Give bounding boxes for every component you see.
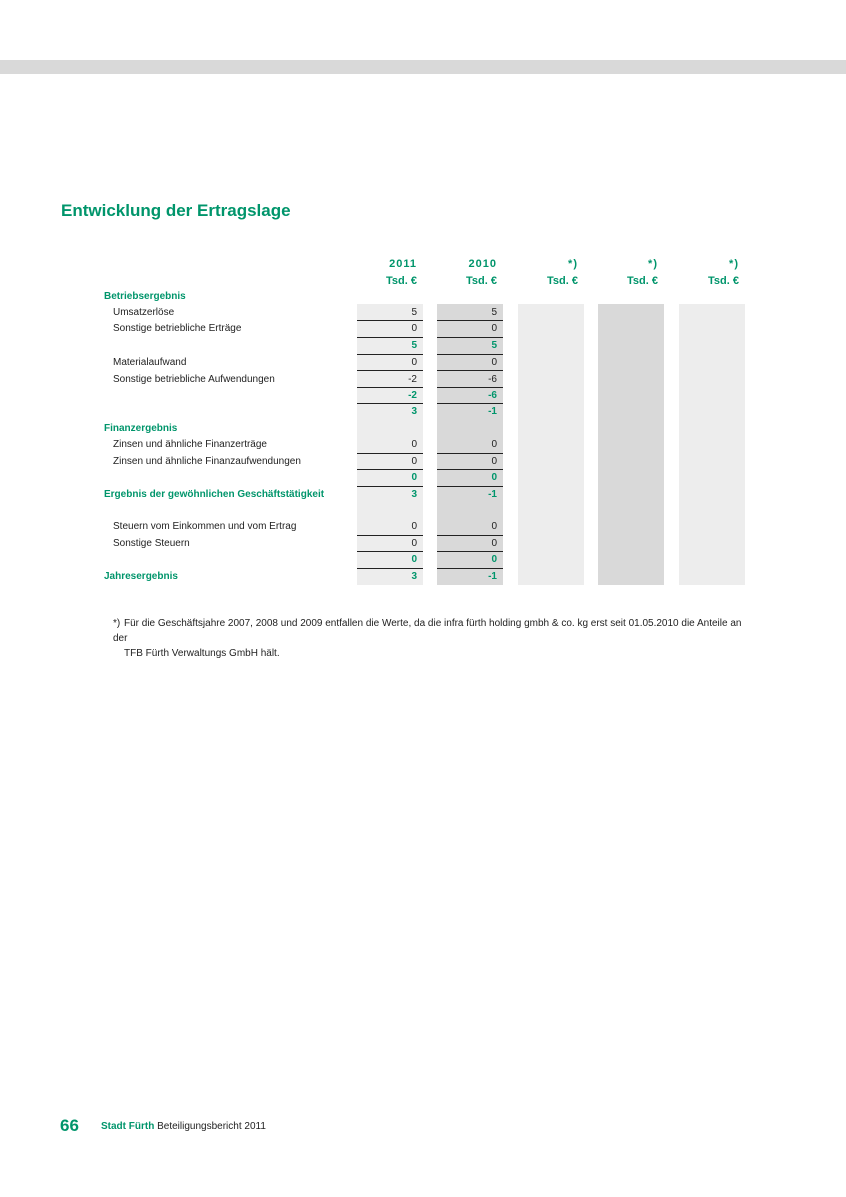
column-header-unit: Tsd. € [547,275,578,287]
underline [357,387,423,388]
section-label: Betriebsergebnis [104,291,186,302]
footnote-mark: *) [113,618,121,629]
underline [437,387,503,388]
row-label: Sonstige betriebliche Aufwendungen [113,374,275,385]
column-header-unit: Tsd. € [627,275,658,287]
value-2010: 0 [491,538,497,549]
underline [357,535,423,536]
value-2011: 0 [411,472,417,483]
value-2010: -1 [488,571,497,582]
underline [357,354,423,355]
column-header-unit: Tsd. € [708,275,739,287]
underline [357,551,423,552]
table-row [0,322,846,338]
subtotal-row [0,339,846,355]
underline [357,403,423,404]
underline [437,551,503,552]
value-2010: -6 [488,390,497,401]
column-header-year: 2010 [468,258,497,270]
value-2011: 5 [411,340,417,351]
row-label: Jahresergebnis [104,571,178,582]
value-2011: -2 [408,390,417,401]
underline [357,370,423,371]
value-2010: -6 [488,374,497,385]
footer-brand: Stadt Fürth [101,1121,155,1132]
value-2010: 0 [491,456,497,467]
underline [437,453,503,454]
underline [437,535,503,536]
value-2011: 3 [411,406,417,417]
value-2011: 0 [411,357,417,368]
table-row [0,520,846,536]
value-2010: 0 [491,521,497,532]
table-row [0,373,846,389]
subtotal-row [0,405,846,421]
value-2011: 0 [411,521,417,532]
underline [437,337,503,338]
value-2011: 0 [411,439,417,450]
column-header-year: *) [729,258,739,270]
table-row [0,356,846,372]
column-header-unit: Tsd. € [466,275,497,287]
page-title: Entwicklung der Ertragslage [61,201,291,220]
value-2010: 5 [491,307,497,318]
row-label: Sonstige betriebliche Erträge [113,323,242,334]
column-header-year: 2011 [389,258,417,270]
underline [437,403,503,404]
underline [437,568,503,569]
top-bar [0,60,846,74]
subtotal-row [0,553,846,569]
value-2011: 0 [411,554,417,565]
row-label: Zinsen und ähnliche Finanzerträge [113,439,267,450]
row-label: Materialaufwand [113,357,187,368]
underline [357,320,423,321]
value-2010: 0 [491,472,497,483]
value-2011: 0 [411,538,417,549]
footnote-line [113,616,745,646]
section-row-betriebsergebnis [0,290,846,306]
footnote-text: Für die Geschäftsjahre 2007, 2008 und 2009 entfallen die Werte, da die infra fürth holding gmbh & co. kg erst seit 01.05.2010 die Anteile an der [113,618,742,644]
table-row [0,537,846,553]
underline [437,320,503,321]
underline [357,568,423,569]
underline [437,370,503,371]
underline [357,486,423,487]
result-row [0,570,846,586]
subtotal-row [0,389,846,405]
column-header-unit: Tsd. € [386,275,417,287]
footnote-text-continued: TFB Fürth Verwaltungs GmbH hält. [124,648,280,659]
section-label: Finanzergebnis [104,423,178,434]
row-label: Ergebnis der gewöhnlichen Geschäftstätigkeit [104,489,325,500]
value-2010: 0 [491,357,497,368]
value-2010: -1 [488,489,497,500]
subtotal-row [0,471,846,487]
value-2010: 5 [491,340,497,351]
row-label: Umsatzerlöse [113,307,175,318]
value-2011: -2 [408,374,417,385]
page-number: 66 [60,1116,79,1135]
result-row [0,488,846,504]
underline [437,354,503,355]
value-2011: 0 [411,323,417,334]
value-2010: -1 [488,406,497,417]
value-2010: 0 [491,554,497,565]
row-label: Sonstige Steuern [113,538,190,549]
section-row-finanzergebnis [0,422,846,438]
row-label: Zinsen und ähnliche Finanzaufwendungen [113,456,301,467]
underline [357,337,423,338]
underline [357,453,423,454]
table-row [0,306,846,322]
underline [437,486,503,487]
footnote [113,616,745,661]
value-2011: 3 [411,571,417,582]
column-header-year: *) [568,258,578,270]
underline [357,469,423,470]
value-2010: 0 [491,323,497,334]
value-2011: 3 [411,489,417,500]
value-2010: 0 [491,439,497,450]
value-2011: 5 [411,307,417,318]
column-header-year: *) [648,258,658,270]
value-2011: 0 [411,456,417,467]
footer [101,1121,266,1132]
table-row [0,438,846,454]
row-label: Steuern vom Einkommen und vom Ertrag [113,521,297,532]
table-row [0,455,846,471]
footer-text: Beteiligungsbericht 2011 [157,1121,266,1132]
underline [437,469,503,470]
